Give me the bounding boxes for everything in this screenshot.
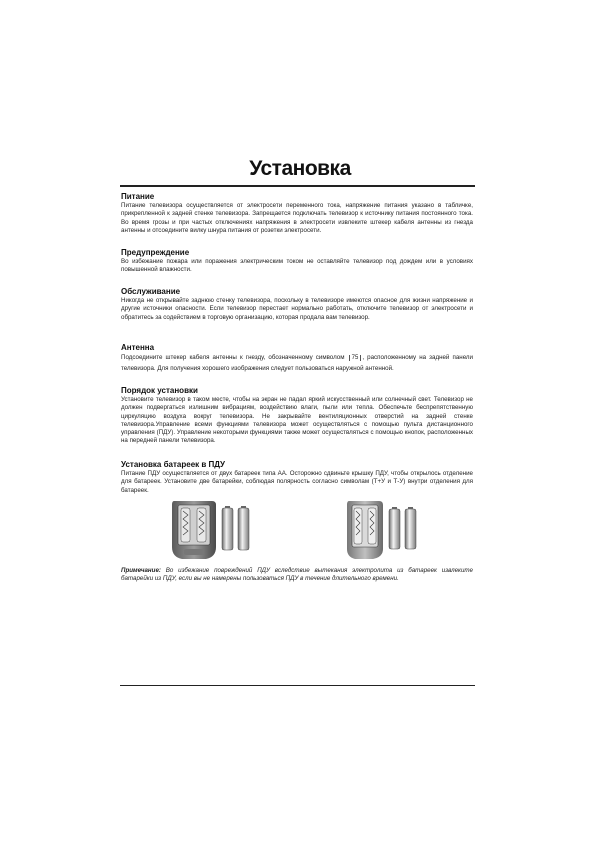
section-service <box>121 287 473 322</box>
antenna-socket-symbol: 75 <box>349 355 362 361</box>
section-installation <box>121 386 473 446</box>
remote-battery-illustration <box>343 499 423 561</box>
note-label: Примечание: <box>121 567 161 574</box>
note-text: Во избежание повреждений ПДУ вследствие вытекания электролита из батареек извлеките батарейки из ПДУ, если вы не намерены пользоваться ПДУ в течение длительного времени. <box>121 567 473 583</box>
section-heading: Предупреждение <box>121 248 190 257</box>
remote-battery-illustration <box>168 499 258 561</box>
section-text: Установите телевизор в таком месте, чтобы на экран не падал яркий искусственный или солнечный свет. Телевизор не должен подвергаться излишним вибрациям, воздействию влаги, пыли или тепла. Обеспечьте беспрепятственную циркуляцию воздуха вокруг телевизора. Не закрывайте вентиляционных отверстий на задней стенке телевизора.Управление всеми функциями телевизора может осуществляться с помощью пульта дистанционного управления (ПДУ). Управление некоторыми функциями также может осуществляться с помощью кнопок, расположенных на передней панели телевизора. <box>121 396 473 445</box>
section-heading: Порядок установки <box>121 386 198 395</box>
page-title: Установка <box>249 157 351 180</box>
section-warning <box>121 248 473 275</box>
section-text <box>121 353 473 374</box>
footer-divider <box>120 685 475 686</box>
battery-note <box>121 567 473 584</box>
title-divider <box>120 185 475 187</box>
section-text: Питание ПДУ осуществляется от двух батареек типа АА. Осторожно сдвиньте крышку ПДУ, чтобы открылось отделение для батареек. Установите две батарейки, соблюдая полярность согласно символам (Т+У и Т-У) внутри отделения для батареек. <box>121 470 473 494</box>
antenna-text-after: , расположенному на задней панели телевизора. Для получения хорошего изображения следует пользоваться наружной антенной. <box>121 354 474 372</box>
antenna-text-before: Подсоедините штекер кабеля антенны к гнезду, обозначенному символом <box>121 354 345 361</box>
section-heading: Питание <box>121 192 155 201</box>
section-batteries <box>121 460 473 495</box>
section-power <box>121 192 473 235</box>
section-heading: Обслуживание <box>121 287 181 296</box>
section-text: Питание телевизора осуществляется от электросети переменного тока, напряжение питания указано в табличке, прикрепленной к задней стенке телевизора. Запрещается подключать телевизор к источнику питания постоянного тока. Во время грозы и при частых отключениях напряжения в электросети извлеките штекер кабеля антенны из гнезда антенны и отсоедините вилку шнура питания от розетки электросети. <box>121 202 473 234</box>
section-heading: Установка батареек в ПДУ <box>121 460 226 469</box>
section-text: Никогда не открывайте заднюю стенку телевизора, поскольку в телевизоре имеются опасное для жизни напряжение и другие источники опасности. Если телевизор перестает нормально работать, отключите телевизор от электросети и обратитесь за содействием в торговую организацию, которая продала вам телевизор. <box>121 297 473 321</box>
section-heading: Антенна <box>121 343 155 352</box>
section-antenna <box>121 343 473 374</box>
section-text: Во избежание пожара или поражения электрическим током не оставляйте телевизор под дождем или в условиях повышенной влажности. <box>121 258 473 274</box>
